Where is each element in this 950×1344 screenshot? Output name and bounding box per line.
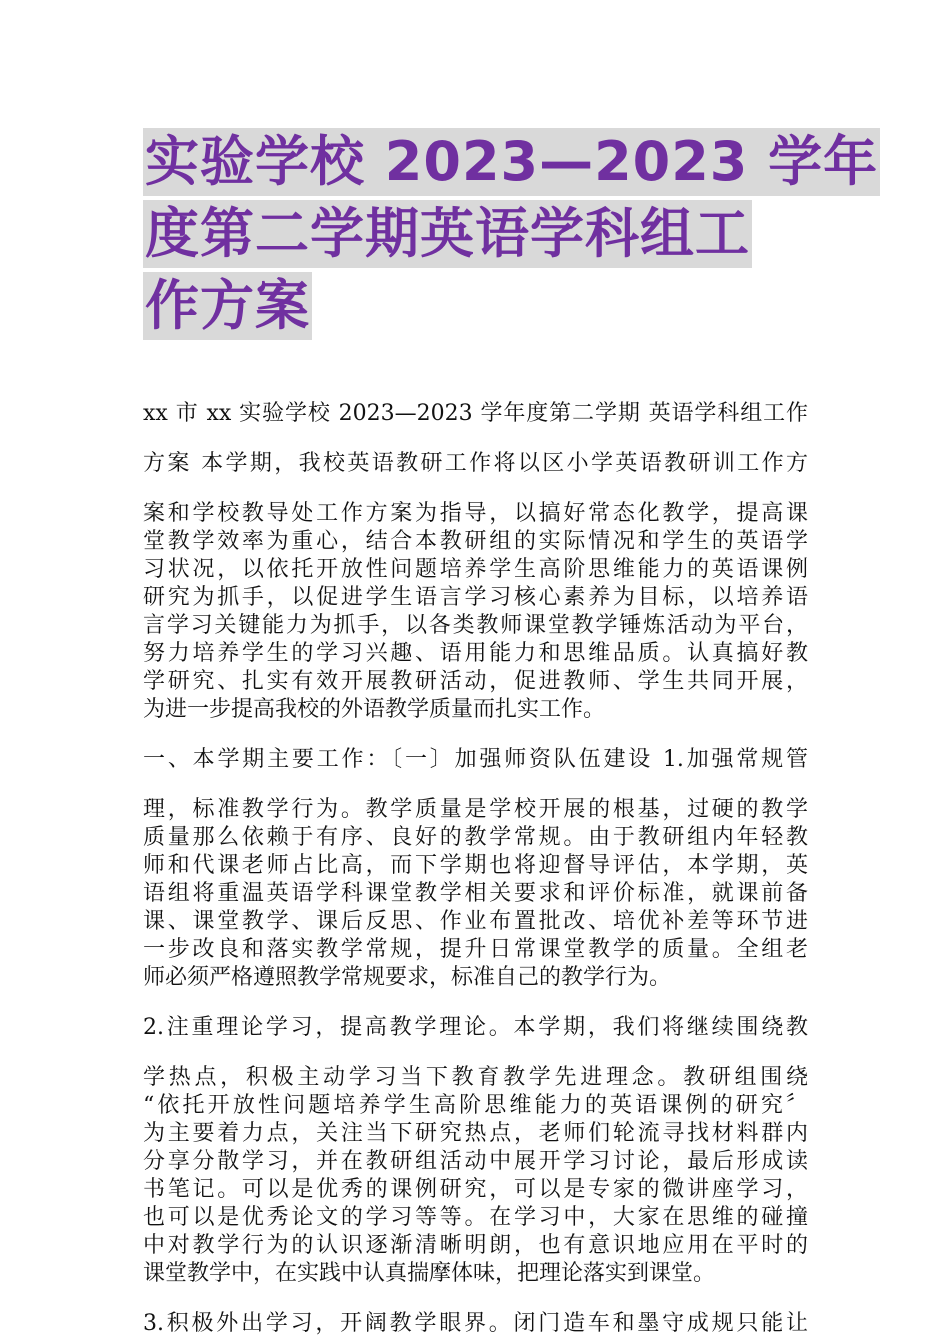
body-line: 课、课堂教学、课后反思、作业布置批改、培优补差等环节进 (143, 909, 808, 934)
title-line-2: 度第二学期英语学科组工 (143, 200, 752, 268)
title-line-1: 实验学校 2023—2023 学年 (143, 128, 880, 196)
body-line: 努力培养学生的学习兴趣、语用能力和思维品质。认真搞好教 (143, 641, 808, 666)
body-line: 习状况，以依托开放性问题培养学生高阶思维能力的英语课例 (143, 557, 808, 582)
body-line: xx 市 xx 实验学校 2023—2023 学年度第二学期 英语学科组工作 (143, 401, 808, 426)
title-line-3: 作方案 (143, 272, 312, 340)
body-line: 2.注重理论学习，提高教学理论。本学期，我们将继续围绕教 (143, 1015, 808, 1040)
body-line: 方案 本学期，我校英语教研工作将以区小学英语教研训工作方 (143, 451, 808, 476)
body-line: 中对教学行为的认识逐渐清晰明朗，也有意识地应用在平时的 (143, 1233, 808, 1258)
body-line: 也可以是优秀论文的学习等等。在学习中，大家在思维的碰撞 (143, 1205, 808, 1230)
body-line: 研究为抓手，以促进学生语言学习核心素养为目标，以培养语 (143, 585, 808, 610)
body-line: 为进一步提高我校的外语教学质量而扎实工作。 (143, 697, 606, 722)
body-line: “依托开放性问题培养学生高阶思维能力的英语课例的研究〞 (143, 1093, 808, 1118)
body-line: 质量那么依赖于有序、良好的教学常规。由于教研组内年轻教 (143, 825, 808, 850)
body-line: 书笔记。可以是优秀的课例研究，可以是专家的微讲座学习， (143, 1177, 808, 1202)
body-line: 语组将重温英语学科课堂教学相关要求和评价标准，就课前备 (143, 881, 808, 906)
document-title (143, 128, 879, 344)
body-line: 学研究、扎实有效开展教研活动，促进教师、学生共同开展， (143, 669, 808, 694)
body-line: 案和学校教导处工作方案为指导，以搞好常态化教学，提高课 (143, 501, 808, 526)
body-line: 课堂教学中，在实践中认真揣摩体味，把理论落实到课堂。 (143, 1261, 716, 1286)
body-line: 师和代课老师占比高，而下学期也将迎督导评估，本学期，英 (143, 853, 808, 878)
body-line: 言学习关键能力为抓手，以各类教师课堂教学锤炼活动为平台， (143, 613, 808, 638)
body-line: 一步改良和落实教学常规，提升日常课堂教学的质量。全组老 (143, 937, 808, 962)
body-line: 3.积极外出学习，开阔教学眼界。闭门造车和墨守成规只能让 (143, 1311, 808, 1336)
body-line: 师必须严格遵照教学常规要求，标准自己的教学行为。 (143, 965, 672, 990)
body-line: 为主要着力点，关注当下研究热点，老师们轮流寻找材料群内 (143, 1121, 808, 1146)
body-line: 一、本学期主要工作：〔一〕加强师资队伍建设 1.加强常规管 (143, 747, 808, 772)
body-line: 分享分散学习，并在教研组活动中展开学习讨论，最后形成读 (143, 1149, 808, 1174)
body-line: 堂教学效率为重心，结合本教研组的实际情况和学生的英语学 (143, 529, 808, 554)
body-line: 理，标准教学行为。教学质量是学校开展的根基，过硬的教学 (143, 797, 808, 822)
document-body (143, 400, 808, 1338)
body-line: 学热点，积极主动学习当下教育教学先进理念。教研组围绕 (143, 1065, 808, 1090)
